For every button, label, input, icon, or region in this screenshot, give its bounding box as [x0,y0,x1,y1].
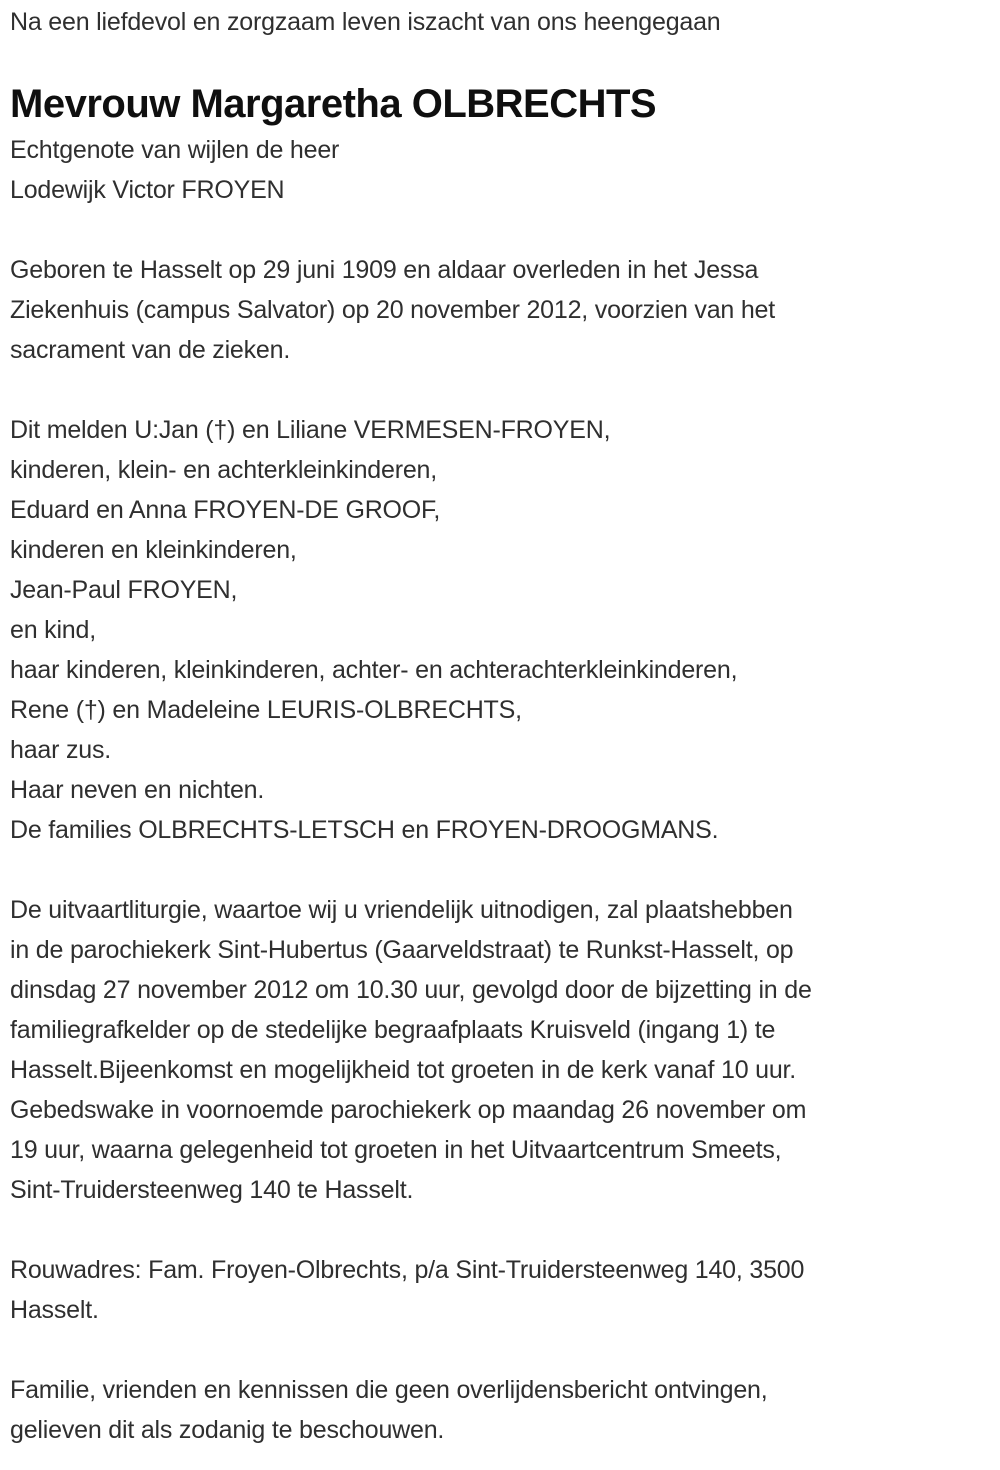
mourning-address-paragraph [10,1250,990,1330]
text-line: kinderen, klein- en achterkleinkinderen, [10,456,437,484]
text-line: dinsdag 27 november 2012 om 10.30 uur, gevolgd door de bijzetting in de [10,976,812,1004]
text-line: Jean-Paul FROYEN, [10,576,238,604]
text-line: Familie, vrienden en kennissen die geen overlijdensbericht ontvingen, [10,1376,768,1404]
spouse-paragraph [10,130,990,210]
text-line: gelieven dit als zodanig te beschouwen. [10,1416,445,1444]
birth-death-paragraph [10,250,990,370]
text-line: Hasselt. [10,1296,99,1324]
text-line: Sint-Truidersteenweg 140 te Hasselt. [10,1176,414,1204]
text-line: Rene (†) en Madeleine LEURIS-OLBRECHTS, [10,696,522,724]
text-line: 19 uur, waarna gelegenheid tot groeten in het Uitvaartcentrum Smeets, [10,1136,782,1164]
text-line: in de parochiekerk Sint-Hubertus (Gaarveldstraat) te Runkst-Hasselt, op [10,936,794,964]
funeral-service-paragraph [10,890,990,1210]
text-line: Eduard en Anna FROYEN-DE GROOF, [10,496,441,524]
text-line: Hasselt.Bijeenkomst en mogelijkheid tot groeten in de kerk vanaf 10 uur. [10,1056,797,1084]
text-line: De families OLBRECHTS-LETSCH en FROYEN-DROOGMANS. [10,816,719,844]
text-line: Gebedswake in voornoemde parochiekerk op maandag 26 november om [10,1096,807,1124]
text-line: sacrament van de zieken. [10,336,291,364]
text-line: kinderen en kleinkinderen, [10,536,297,564]
text-line: Echtgenote van wijlen de heer [10,136,340,164]
text-line: Ziekenhuis (campus Salvator) op 20 november 2012, voorzien van het [10,296,776,324]
text-line: De uitvaartliturgie, waartoe wij u vriendelijk uitnodigen, zal plaatshebben [10,896,793,924]
notice-paragraph [10,1370,990,1450]
text-line: Dit melden U:Jan (†) en Liliane VERMESEN-FROYEN, [10,416,611,444]
deceased-name-title: Mevrouw Margaretha OLBRECHTS [10,82,657,126]
intro-line: Na een liefdevol en zorgzaam leven iszacht van ons heengegaan [10,8,721,36]
text-line: Geboren te Hasselt op 29 juni 1909 en aldaar overleden in het Jessa [10,256,759,284]
text-line: familiegrafkelder op de stedelijke begraafplaats Kruisveld (ingang 1) te [10,1016,776,1044]
text-line: en kind, [10,616,96,644]
text-line: Lodewijk Victor FROYEN [10,176,285,204]
text-line: Rouwadres: Fam. Froyen-Olbrechts, p/a Sint-Truidersteenweg 140, 3500 [10,1256,805,1284]
text-line: haar kinderen, kleinkinderen, achter- en achterachterkleinkinderen, [10,656,738,684]
text-line: Haar neven en nichten. [10,776,265,804]
announcers-paragraph [10,410,990,850]
text-line: haar zus. [10,736,112,764]
